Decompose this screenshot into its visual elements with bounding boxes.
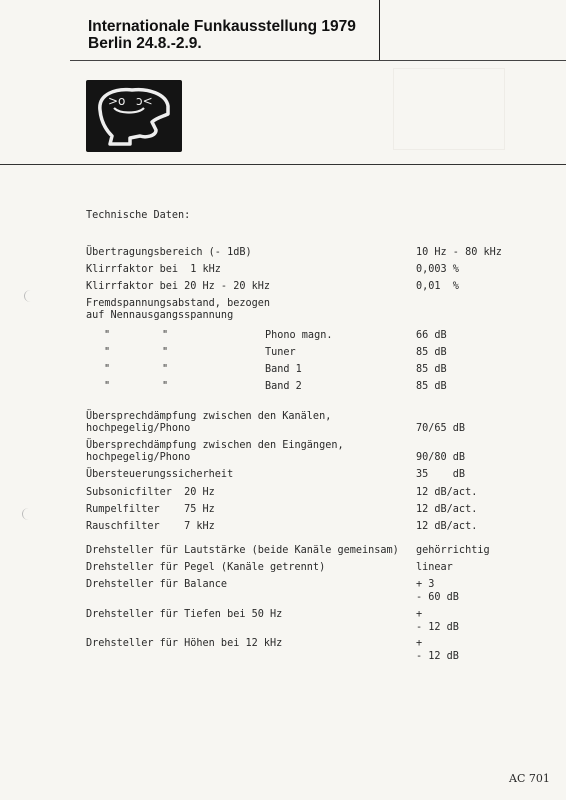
spec-label-continued: auf Nennausgangsspannung <box>86 310 234 321</box>
spec-label: Subsonicfilter 20 Hz <box>86 487 215 498</box>
spec-value: 85 dB <box>416 381 447 392</box>
ditto-mark: " <box>104 330 111 341</box>
spec-value: 12 dB/act. <box>416 504 478 515</box>
spec-value: 66 dB <box>416 330 447 341</box>
header-rule <box>70 60 566 61</box>
header-divider-vertical <box>379 0 380 60</box>
spec-label: Drehsteller für Balance <box>86 579 228 590</box>
header-line-2: Berlin 24.8.-2.9. <box>88 35 202 52</box>
spec-value: 0,01 % <box>416 281 459 292</box>
spec-value: 70/65 dB <box>416 423 466 434</box>
spec-value: 12 dB/act. <box>416 521 478 532</box>
ditto-mark: " <box>162 330 169 341</box>
spec-value: 10 Hz - 80 kHz <box>416 247 502 258</box>
spec-value-continued: - 12 dB <box>416 651 459 662</box>
head-logo-icon <box>86 80 182 152</box>
spec-value-continued: - 60 dB <box>416 592 459 603</box>
spec-value: 90/80 dB <box>416 452 466 463</box>
spec-label: Übersteuerungssicherheit <box>86 469 234 480</box>
show-through-mark <box>393 68 505 150</box>
spec-label: Übersprechdämpfung zwischen den Kanälen, <box>86 411 332 422</box>
spec-label-continued: hochpegelig/Phono <box>86 452 191 463</box>
spec-sublabel: Phono magn. <box>265 330 333 341</box>
spec-label: Übersprechdämpfung zwischen den Eingängen, <box>86 440 344 451</box>
spec-label: Rauschfilter 7 kHz <box>86 521 215 532</box>
spec-value: 35 dB <box>416 469 466 480</box>
spec-sublabel: Band 2 <box>265 381 302 392</box>
spec-value: + <box>416 609 423 620</box>
spec-value-continued: - 12 dB <box>416 622 459 633</box>
ditto-mark: " <box>104 381 111 392</box>
document-code: AC 701 <box>509 772 550 785</box>
ditto-mark: " <box>162 347 169 358</box>
document-header <box>88 18 356 52</box>
svg-text:ɔ<: ɔ< <box>136 94 153 108</box>
exhibition-logo <box>86 80 182 152</box>
spec-sublabel: Band 1 <box>265 364 302 375</box>
spec-label: Drehsteller für Lautstärke (beide Kanäle gemeinsam) <box>86 545 399 556</box>
spec-value: 12 dB/act. <box>416 487 478 498</box>
ditto-mark: " <box>104 364 111 375</box>
spec-label: Klirrfaktor bei 1 kHz <box>86 264 221 275</box>
spec-value: + <box>416 638 423 649</box>
spec-value: 85 dB <box>416 347 447 358</box>
spec-label-continued: hochpegelig/Phono <box>86 423 191 434</box>
svg-text:>o: >o <box>108 94 126 108</box>
punch-hole-mark <box>22 508 35 520</box>
spec-label: Rumpelfilter 75 Hz <box>86 504 215 515</box>
spec-value: 0,003 % <box>416 264 459 275</box>
punch-hole-mark <box>24 290 37 302</box>
ditto-mark: " <box>162 381 169 392</box>
spec-label: Fremdspannungsabstand, bezogen <box>86 298 271 309</box>
spec-value: 85 dB <box>416 364 447 375</box>
section-title: Technische Daten: <box>86 210 191 221</box>
spec-value: gehörrichtig <box>416 545 490 556</box>
ditto-mark: " <box>162 364 169 375</box>
spec-label: Drehsteller für Höhen bei 12 kHz <box>86 638 283 649</box>
page-separator <box>0 164 566 165</box>
spec-label: Klirrfaktor bei 20 Hz - 20 kHz <box>86 281 271 292</box>
header-line-1: Internationale Funkausstellung 1979 <box>88 18 356 35</box>
spec-sublabel: Tuner <box>265 347 296 358</box>
spec-value: + 3 <box>416 579 435 590</box>
ditto-mark: " <box>104 347 111 358</box>
spec-value: linear <box>416 562 453 573</box>
spec-label: Drehsteller für Tiefen bei 50 Hz <box>86 609 283 620</box>
spec-label: Drehsteller für Pegel (Kanäle getrennt) <box>86 562 326 573</box>
spec-label: Übertragungsbereich (- 1dB) <box>86 247 252 258</box>
